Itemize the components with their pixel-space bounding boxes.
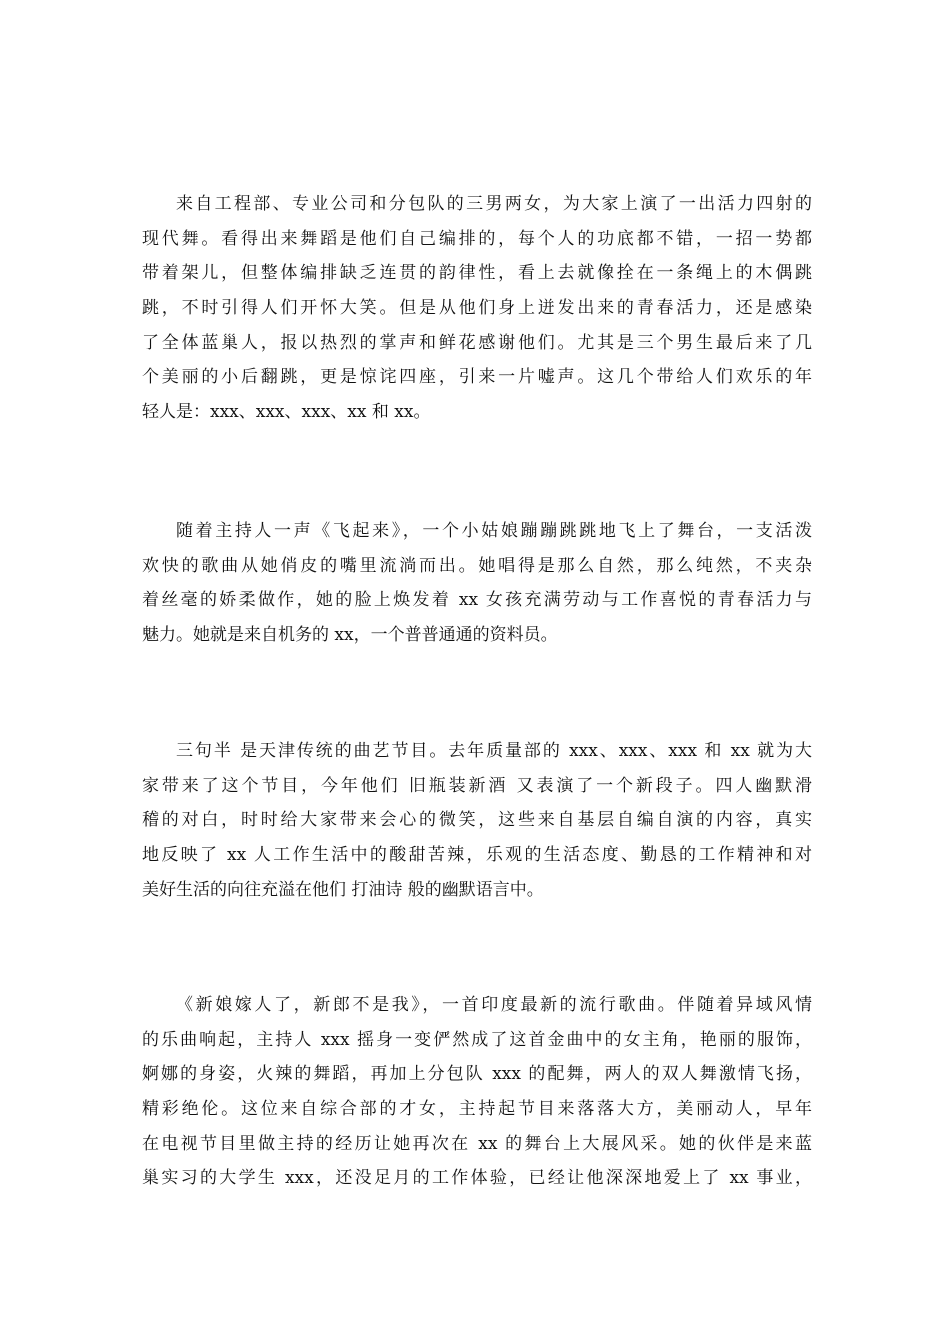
text-line: 来自工程部、专业公司和分包队的三男两女，为大家上演了一出活力四射的: [176, 194, 812, 214]
text-line: 美好生活的向往充溢在他们 打油诗 般的幽默语言中。: [142, 879, 544, 900]
paragraph-indian-song: [142, 988, 812, 1196]
text-line: 的乐曲响起，主持人 xxx 摇身一变俨然成了这首金曲中的女主角，艳丽的服饰，: [142, 1029, 812, 1050]
text-line: 随着主持人一声《飞起来》，一个小姑娘蹦蹦跳跳地飞上了舞台，一支活泼: [176, 521, 812, 541]
paragraph-song-fly: [142, 514, 812, 653]
text-line: 魅力。她就是来自机务的 xx，一个普普通通的资料员。: [142, 625, 558, 646]
paragraph-modern-dance: [142, 187, 812, 430]
text-line: 个美丽的小后翻跳，更是惊诧四座，引来一片嘘声。这几个带给人们欢乐的年: [142, 367, 812, 388]
paragraph-sanjuban: [142, 734, 812, 907]
text-line: 在电视节目里做主持的经历让她再次在 xx 的舞台上大展风采。她的伙伴是来蓝: [142, 1133, 812, 1154]
text-line: 欢快的歌曲从她俏皮的嘴里流淌而出。她唱得是那么自然，那么纯然，不夹杂: [142, 555, 812, 576]
text-line: 精彩绝伦。这位来自综合部的才女，主持起节目来落落大方，美丽动人，早年: [142, 1099, 812, 1120]
text-line: 三句半 是天津传统的曲艺节目。去年质量部的 xxx、xxx、xxx 和 xx 就为大: [176, 741, 812, 761]
text-line: 了全体蓝巢人，报以热烈的掌声和鲜花感谢他们。尤其是三个男生最后来了几: [142, 332, 812, 353]
text-line: 稽的对白，时时给大家带来会心的微笑，这些来自基层自编自演的内容，真实: [142, 810, 812, 831]
text-line: 带着架儿，但整体编排缺乏连贯的韵律性，看上去就像拴在一条绳上的木偶跳: [142, 263, 812, 284]
text-line: 轻人是：xxx、xxx、xxx、xx 和 xx。: [142, 402, 431, 423]
text-line: 现代舞。看得出来舞蹈是他们自己编排的，每个人的功底都不错，一招一势都: [142, 228, 812, 249]
text-line: 《新娘嫁人了，新郎不是我》，一首印度最新的流行歌曲。伴随着异域风情: [176, 995, 812, 1015]
text-line: 跳，不时引得人们开怀大笑。但是从他们身上迸发出来的青春活力，还是感染: [142, 298, 812, 319]
text-line: 婀娜的身姿，火辣的舞蹈，再加上分包队 xxx 的配舞，两人的双人舞激情飞扬，: [142, 1064, 812, 1085]
text-line: 着丝毫的娇柔做作，她的脸上焕发着 xx 女孩充满劳动与工作喜悦的青春活力与: [142, 590, 812, 611]
text-line: 家带来了这个节目，今年他们 旧瓶装新酒 又表演了一个新段子。四人幽默滑: [142, 775, 812, 796]
text-line: 地反映了 xx 人工作生活中的酸甜苦辣，乐观的生活态度、勤恳的工作精神和对: [142, 845, 812, 866]
text-line: 巢实习的大学生 xxx，还没足月的工作体验，已经让他深深地爱上了 xx 事业，: [142, 1168, 812, 1189]
